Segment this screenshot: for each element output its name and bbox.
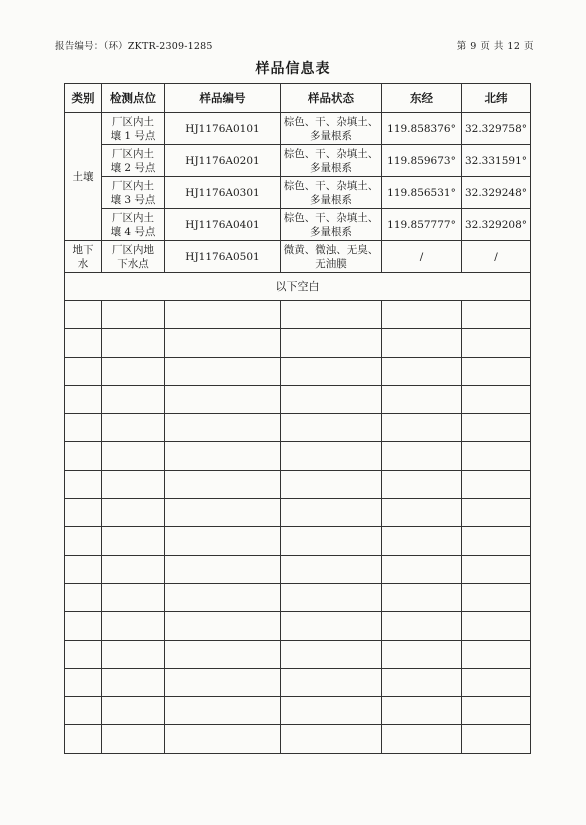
empty-cell [65,470,102,498]
empty-row [65,414,531,442]
cell-line: 多量根系 [310,161,352,174]
cell-line: 壤 2 号点 [110,161,156,174]
empty-cell [281,668,382,696]
sample-id-cell: HJ1176A0401 [165,209,281,241]
cell-line: 多量根系 [310,129,352,142]
empty-cell [281,414,382,442]
point-cell [102,209,165,241]
empty-cell [165,499,281,527]
empty-cell [382,357,462,385]
cell-line: 壤 1 号点 [110,129,156,142]
empty-cell [165,301,281,329]
empty-cell [65,414,102,442]
empty-cell [102,668,165,696]
latitude-cell: 32.329248° [462,177,531,209]
empty-cell [281,442,382,470]
empty-cell [281,357,382,385]
status-cell [281,209,382,241]
latitude-cell: / [462,241,531,273]
empty-cell [462,385,531,413]
empty-cell [102,385,165,413]
report-number: 报告编号：（环）ZKTR-2309-1285 [55,41,213,52]
empty-cell [102,301,165,329]
cell-line: 微黄、微浊、无臭、 [283,243,379,256]
empty-cell [165,697,281,725]
column-header: 样品状态 [281,84,382,113]
empty-row [65,725,531,753]
table-row [65,113,531,145]
empty-cell [102,697,165,725]
sample-id-cell: HJ1176A0201 [165,145,281,177]
cell-line: 厂区内土 [112,115,154,128]
empty-cell [281,640,382,668]
empty-cell [102,329,165,357]
cell-line: 下水点 [117,257,149,270]
empty-cell [165,442,281,470]
column-header: 东经 [382,84,462,113]
empty-cell [382,555,462,583]
empty-cell [102,357,165,385]
empty-cell [382,414,462,442]
empty-cell [65,357,102,385]
page-indicator: 第 9 页 共 12 页 [456,41,534,52]
status-cell [281,113,382,145]
empty-cell [165,668,281,696]
empty-cell [382,725,462,753]
empty-row [65,329,531,357]
cell-line: 壤 3 号点 [110,193,156,206]
empty-cell [462,527,531,555]
empty-cell [281,583,382,611]
empty-row [65,612,531,640]
empty-cell [382,385,462,413]
empty-cell [165,640,281,668]
empty-row [65,640,531,668]
sample-info-table [64,83,531,754]
point-cell [102,113,165,145]
latitude-cell: 32.329208° [462,209,531,241]
cell-line: 厂区内土 [112,147,154,160]
latitude-cell: 32.331591° [462,145,531,177]
empty-cell [281,499,382,527]
empty-row [65,301,531,329]
column-header: 类别 [65,84,102,113]
blank-note-row [65,273,531,301]
empty-cell [102,470,165,498]
empty-cell [102,725,165,753]
cell-line: 厂区内地 [112,243,154,256]
empty-row [65,527,531,555]
empty-cell [65,301,102,329]
empty-cell [65,668,102,696]
empty-cell [281,470,382,498]
empty-row [65,555,531,583]
latitude-cell: 32.329758° [462,113,531,145]
empty-cell [102,640,165,668]
empty-cell [382,640,462,668]
empty-cell [65,527,102,555]
empty-cell [281,725,382,753]
empty-cell [462,725,531,753]
blank-note: 以下空白 [65,273,531,301]
empty-cell [462,442,531,470]
cell-line: 棕色、干、杂填土、 [283,179,379,192]
empty-row [65,357,531,385]
longitude-cell: 119.856531° [382,177,462,209]
point-cell [102,145,165,177]
cell-line: 多量根系 [310,193,352,206]
empty-cell [382,527,462,555]
cell-line: 棕色、干、杂填土、 [283,115,379,128]
empty-row [65,470,531,498]
table-header-row [65,84,531,113]
empty-cell [165,357,281,385]
empty-cell [165,414,281,442]
empty-cell [65,442,102,470]
empty-cell [462,612,531,640]
table-row [65,209,531,241]
empty-cell [65,499,102,527]
empty-cell [165,329,281,357]
sample-id-cell: HJ1176A0101 [165,113,281,145]
empty-cell [165,725,281,753]
table-row [65,241,531,273]
column-header: 样品编号 [165,84,281,113]
category-cell [65,113,102,241]
point-cell [102,177,165,209]
empty-cell [165,555,281,583]
empty-cell [281,527,382,555]
empty-cell [165,583,281,611]
status-cell [281,145,382,177]
empty-cell [102,414,165,442]
empty-cell [382,470,462,498]
empty-row [65,668,531,696]
page-title: 样品信息表 [255,61,331,77]
empty-cell [281,612,382,640]
cell-line: 水 [77,257,89,270]
empty-cell [102,555,165,583]
empty-cell [382,668,462,696]
empty-cell [462,499,531,527]
empty-cell [65,640,102,668]
empty-cell [102,612,165,640]
empty-cell [65,612,102,640]
empty-row [65,385,531,413]
empty-cell [65,385,102,413]
table-row [65,177,531,209]
empty-cell [462,470,531,498]
longitude-cell: 119.858376° [382,113,462,145]
empty-row [65,499,531,527]
empty-cell [65,697,102,725]
status-cell [281,177,382,209]
empty-cell [382,301,462,329]
empty-cell [462,668,531,696]
longitude-cell: 119.859673° [382,145,462,177]
empty-cell [462,414,531,442]
column-header: 北纬 [462,84,531,113]
empty-cell [165,470,281,498]
empty-cell [281,301,382,329]
empty-cell [382,583,462,611]
empty-cell [65,555,102,583]
point-cell [102,241,165,273]
empty-cell [382,499,462,527]
empty-cell [65,583,102,611]
cell-line: 厂区内土 [112,179,154,192]
empty-cell [462,329,531,357]
empty-cell [165,612,281,640]
empty-cell [281,385,382,413]
empty-cell [102,527,165,555]
empty-cell [65,329,102,357]
cell-line: 棕色、干、杂填土、 [283,211,379,224]
longitude-cell: / [382,241,462,273]
cell-line: 棕色、干、杂填土、 [283,147,379,160]
empty-cell [102,583,165,611]
cell-line: 壤 4 号点 [110,225,156,238]
sample-id-cell: HJ1176A0501 [165,241,281,273]
status-cell [281,241,382,273]
longitude-cell: 119.857777° [382,209,462,241]
cell-line: 土壤 [72,170,94,183]
sample-id-cell: HJ1176A0301 [165,177,281,209]
empty-cell [102,442,165,470]
cell-line: 无油膜 [315,257,347,270]
empty-cell [462,697,531,725]
empty-cell [165,385,281,413]
empty-cell [382,442,462,470]
empty-cell [281,555,382,583]
empty-cell [462,555,531,583]
empty-row [65,583,531,611]
empty-cell [462,301,531,329]
table-row [65,145,531,177]
empty-cell [65,725,102,753]
empty-cell [382,697,462,725]
cell-line: 多量根系 [310,225,352,238]
empty-cell [102,499,165,527]
empty-cell [281,329,382,357]
empty-cell [462,583,531,611]
empty-cell [165,527,281,555]
empty-row [65,697,531,725]
column-header: 检测点位 [102,84,165,113]
empty-cell [382,329,462,357]
empty-cell [382,612,462,640]
category-cell [65,241,102,273]
empty-cell [281,697,382,725]
empty-row [65,442,531,470]
cell-line: 地下 [72,243,94,256]
cell-line: 厂区内土 [112,211,154,224]
empty-cell [462,640,531,668]
empty-cell [462,357,531,385]
